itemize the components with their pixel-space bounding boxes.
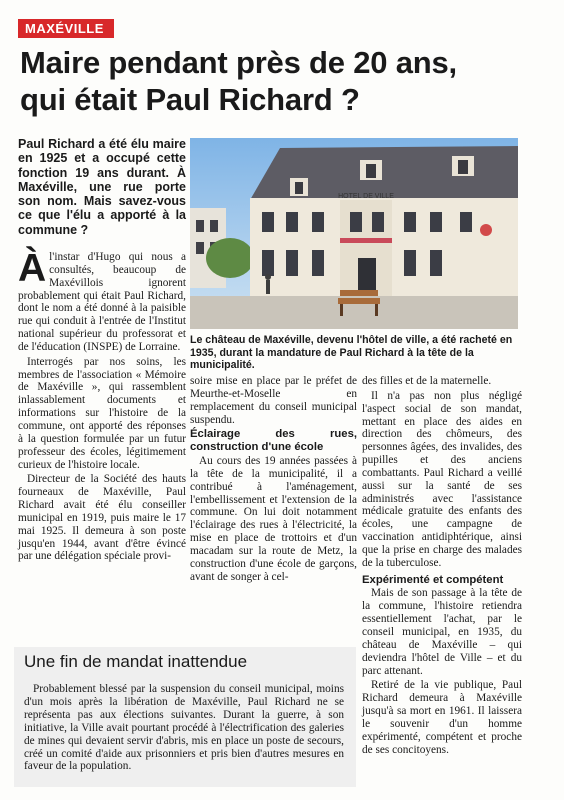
paragraph: des filles et de la maternelle. bbox=[362, 375, 492, 387]
article-column-1 bbox=[18, 247, 186, 563]
subheading: Expérimenté et compétent bbox=[362, 573, 504, 586]
photo-caption: Le château de Maxéville, devenu l'hôtel de ville, a été racheté en 1935, durant la mandature de Paul Richard à la tête de la municipalité. bbox=[190, 334, 513, 372]
paragraph: Il n'a pas non plus négligé l'aspect social de son mandat, mettant en place des aides en direction des chômeurs, des personnes âgées, des invalides, des pupilles et des anciens combattants. Paul Richard a veillé aussi sur la santé de ses administrés avec l'assistance médicale gratuite des enfants des écoles, une campagne de vaccination antidiphtérique, ainsi que la prise en charge des malades de la tuberculose. bbox=[362, 389, 522, 569]
paragraph: Interrogés par nos soins, les membres de l'association « Mémoire de Maxéville », qui rassemblent inlassablement documents et informations sur l'histoire de la commune, ont apporté des réponses à la question formulée par un futur professeur des écoles, légitimement curieux de l'histoire locale. bbox=[18, 355, 186, 471]
sidebar-title: Une fin de mandat inattendue bbox=[24, 652, 248, 671]
flag bbox=[480, 224, 492, 236]
drop-cap: À bbox=[18, 247, 47, 290]
hotel-de-ville-sign: HOTEL DE VILLE bbox=[338, 193, 394, 200]
headline-line-2: qui était Paul Richard ? bbox=[20, 82, 360, 117]
trees-left bbox=[206, 238, 254, 278]
paragraph bbox=[18, 247, 186, 354]
sidebar-text bbox=[24, 683, 344, 773]
paragraph-text: l'instar d'Hugo qui nous a consultés, beaucoup de Maxévillois ignorent probablement qui était Paul Richard, dont le nom a été donné à la paisible rue qui conduit à l'entrée de l'Institut national supérieur du professorat et de l'éducation (INSPE) de Lorraine. bbox=[18, 251, 186, 353]
pedestrian bbox=[266, 280, 270, 294]
paragraph: soire mise en place par le préfet de Meurthe-et-Moselle en remplacement du conseil municipal suspendu. bbox=[190, 375, 357, 426]
paragraph: Directeur de la Société des hauts fourneaux de Maxéville, Paul Richard avait été élu conseiller municipal en 1919, puis maire le 17 mai 1925. Il demeura à son poste jusqu'en 1944, avant d'être évincé par une délégation spéciale provi- bbox=[18, 473, 186, 563]
headline bbox=[20, 44, 550, 118]
paragraph: Au cours des 19 années passées à la tête de la municipalité, il a contribué à l'aménagement, l'embellissement et l'extension de la commune. On lui doit notamment l'éclairage des rues à l'électricité, la mise en place de trottoirs et d'un macadam sur la route de Metz, la construction d'une école de garçons, avant de songer à cel- bbox=[190, 454, 357, 583]
lead-paragraph: Paul Richard a été élu maire en 1925 et a occupé cette fonction 19 ans durant. À Maxéville, une rue porte son nom. Mais savez-vous ce que l'élu a apporté à la commune ? bbox=[18, 137, 186, 237]
headline-line-1: Maire pendant près de 20 ans, bbox=[20, 45, 457, 80]
article-column-3 bbox=[362, 375, 522, 756]
paragraph: Mais de son passage à la tête de la commune, l'histoire retiendra essentiellement l'achat, par le conseil municipal, en 1935, du château de Maxéville – qui deviendra l'hôtel de Ville – et du parc attenant. bbox=[362, 587, 522, 677]
flower-boxes bbox=[340, 238, 392, 243]
section-kicker: MAXÉVILLE bbox=[18, 19, 114, 38]
town-hall-photo bbox=[190, 138, 518, 329]
paragraph: Retiré de la vie publique, Paul Richard demeura à Maxéville jusqu'à sa mort en 1961. Il laissera le souvenir d'un homme expérimenté, compétent et proche de ses concitoyens. bbox=[362, 679, 522, 756]
town-hall-illustration bbox=[190, 138, 518, 329]
article-column-2 bbox=[190, 375, 357, 583]
subheading: Éclairage des rues, construction d'une école bbox=[190, 428, 357, 454]
paragraph: Probablement blessé par la suspension du conseil municipal, moins d'un mois après la libération de Maxéville, Paul Richard ne se représenta pas aux élections suivantes. Durant la guerre, à son initiative, la Ville avait pourtant procédé à l'électrification des galeries de mines qui devaient servir d'abris, mis en place un poste de secours, créé un comité d'aide aux prisonniers et pris bien d'autres mesures en faveur de la population. bbox=[24, 683, 344, 773]
